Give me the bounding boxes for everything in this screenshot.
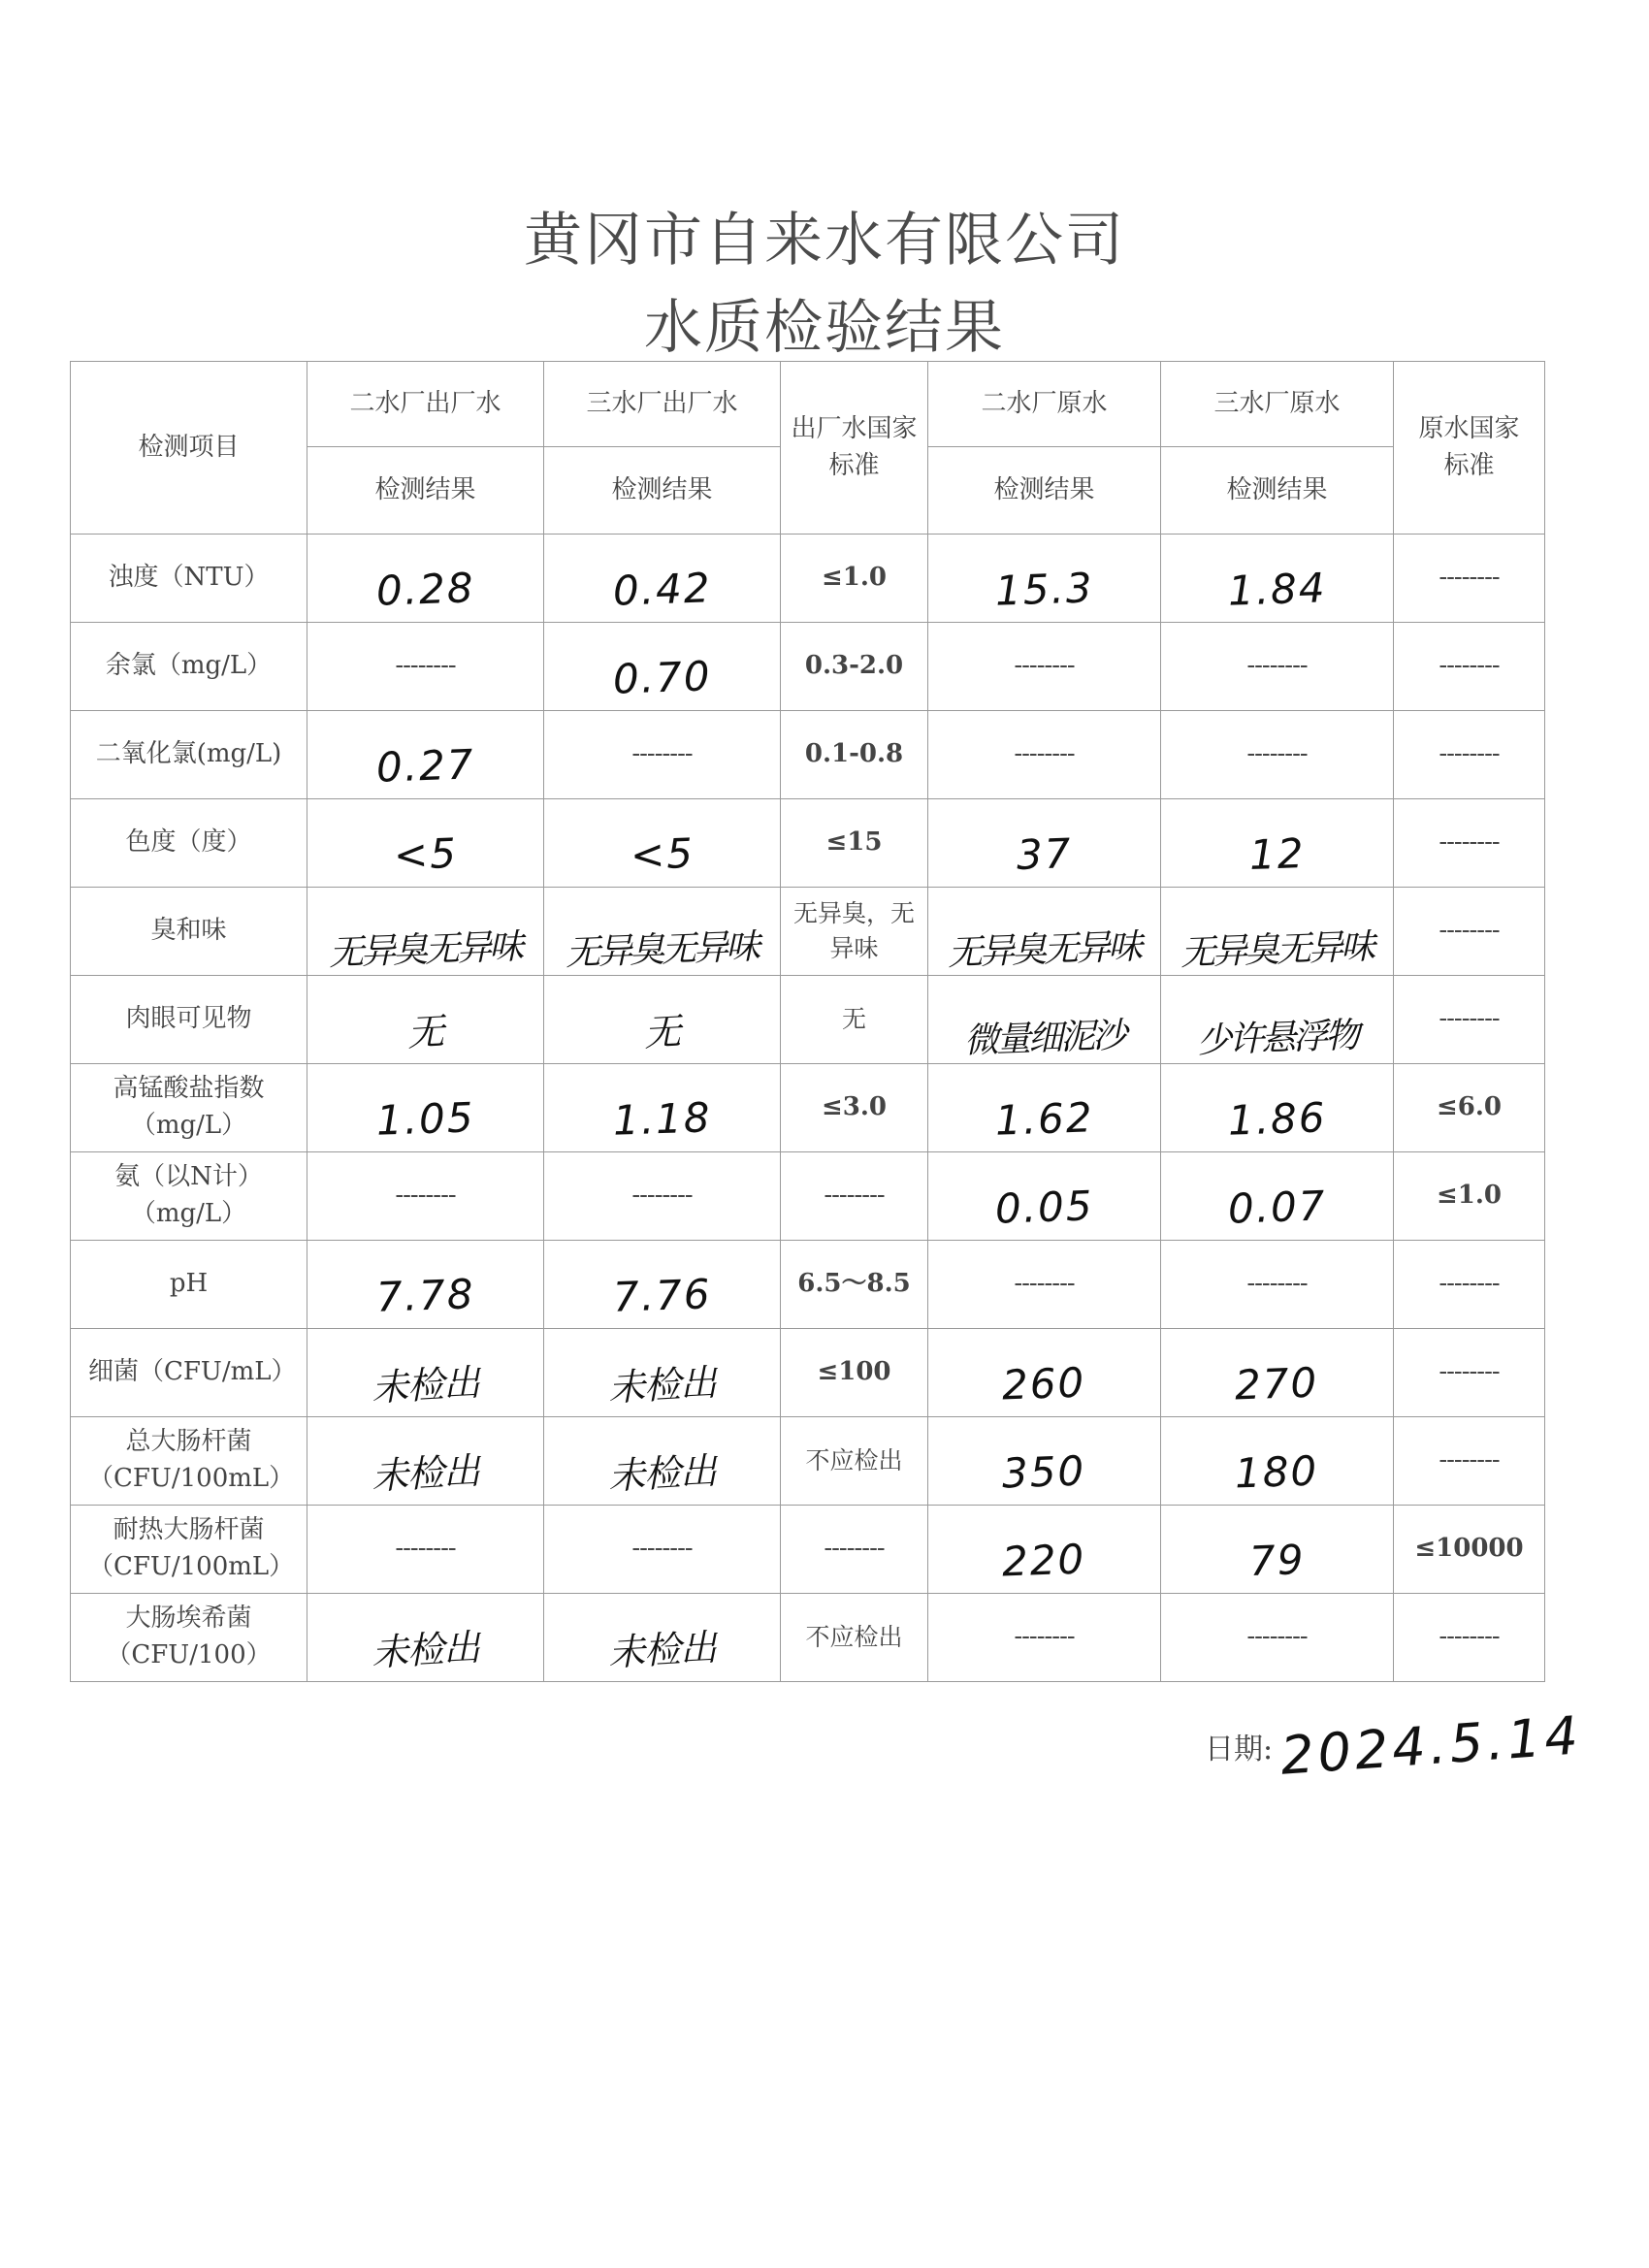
handwritten-value: 少许悬浮物 xyxy=(1196,1016,1358,1061)
plant2-out-cell xyxy=(307,1594,544,1682)
out-std-cell: ≤100 xyxy=(781,1329,928,1417)
plant2-out-cell: -------- xyxy=(307,1506,544,1594)
item-cell: 耐热大肠杆菌（CFU/100mL） xyxy=(71,1506,307,1594)
plant3-out-cell xyxy=(544,1329,781,1417)
out-std-cell: 0.1-0.8 xyxy=(781,711,928,799)
handwritten-value: 1.84 xyxy=(1226,563,1328,615)
report-title: 水质检验结果 xyxy=(644,294,1005,362)
plant2-raw-cell: -------- xyxy=(928,1594,1161,1682)
plant3-raw-cell: -------- xyxy=(1161,1594,1394,1682)
header-plant2-out: 二水厂出厂水 xyxy=(307,362,544,447)
handwritten-value: 未检出 xyxy=(606,1626,718,1675)
plant2-out-cell xyxy=(307,1417,544,1506)
plant3-raw-cell xyxy=(1161,976,1394,1064)
handwritten-value: 未检出 xyxy=(370,1449,481,1499)
raw-std-cell: -------- xyxy=(1394,1594,1545,1682)
item-cell: 色度（度） xyxy=(71,799,307,888)
handwritten-value: 15.3 xyxy=(993,563,1095,615)
handwritten-value: 220 xyxy=(1001,1535,1087,1586)
out-std-cell: ≤3.0 xyxy=(781,1064,928,1152)
table-row xyxy=(71,623,1545,711)
plant3-raw-cell xyxy=(1161,799,1394,888)
handwritten-value: 260 xyxy=(1001,1358,1087,1409)
header-result: 检测结果 xyxy=(307,447,544,535)
plant2-out-cell xyxy=(307,1329,544,1417)
plant2-out-cell: -------- xyxy=(307,1152,544,1241)
raw-std-cell: ≤1.0 xyxy=(1394,1152,1545,1241)
out-std-cell: 0.3-2.0 xyxy=(781,623,928,711)
out-std-cell: -------- xyxy=(781,1152,928,1241)
handwritten-value: 无异臭无异味 xyxy=(328,926,523,974)
item-cell: 臭和味 xyxy=(71,888,307,976)
item-cell: 余氯（mg/L） xyxy=(71,623,307,711)
item-cell: 细菌（CFU/mL） xyxy=(71,1329,307,1417)
raw-std-cell: ≤6.0 xyxy=(1394,1064,1545,1152)
table-row xyxy=(71,1417,1545,1506)
handwritten-value: 0.42 xyxy=(611,563,713,615)
raw-std-cell: -------- xyxy=(1394,535,1545,623)
table-row xyxy=(71,976,1545,1064)
handwritten-value: 0.05 xyxy=(993,1181,1095,1233)
table-row xyxy=(71,711,1545,799)
header-plant3-raw: 三水厂原水 xyxy=(1161,362,1394,447)
plant2-out-cell: -------- xyxy=(307,623,544,711)
raw-std-cell: -------- xyxy=(1394,711,1545,799)
handwritten-value: 350 xyxy=(1001,1446,1087,1498)
plant2-raw-cell xyxy=(928,1064,1161,1152)
date-label: 日期: xyxy=(1205,1733,1274,1766)
out-std-cell: ≤15 xyxy=(781,799,928,888)
item-cell: 总大肠杆菌（CFU/100mL） xyxy=(71,1417,307,1506)
handwritten-value: 270 xyxy=(1234,1358,1320,1409)
plant3-raw-cell xyxy=(1161,535,1394,623)
handwritten-value: 未检出 xyxy=(370,1626,481,1675)
raw-std-cell: -------- xyxy=(1394,1417,1545,1506)
plant2-raw-cell: -------- xyxy=(928,623,1161,711)
plant2-raw-cell: -------- xyxy=(928,711,1161,799)
plant2-raw-cell xyxy=(928,799,1161,888)
header-plant3-out: 三水厂出厂水 xyxy=(544,362,781,447)
handwritten-value: 1.86 xyxy=(1226,1092,1328,1145)
plant3-out-cell xyxy=(544,535,781,623)
plant3-out-cell xyxy=(544,888,781,976)
handwritten-value: 1.62 xyxy=(993,1092,1095,1145)
plant2-raw-cell xyxy=(928,976,1161,1064)
header-out-std: 出厂水国家标准 xyxy=(781,362,928,535)
handwritten-value: 0.28 xyxy=(374,563,476,615)
item-cell: 浊度（NTU） xyxy=(71,535,307,623)
out-std-cell: -------- xyxy=(781,1506,928,1594)
table-row xyxy=(71,888,1545,976)
water-quality-table xyxy=(70,361,1545,1682)
out-std-cell: ≤1.0 xyxy=(781,535,928,623)
out-std-cell: 不应检出 xyxy=(781,1417,928,1506)
handwritten-value: 7.78 xyxy=(374,1269,476,1321)
plant3-out-cell xyxy=(544,1417,781,1506)
plant3-out-cell: -------- xyxy=(544,1152,781,1241)
plant3-out-cell xyxy=(544,799,781,888)
plant2-out-cell xyxy=(307,976,544,1064)
table-row xyxy=(71,1152,1545,1241)
handwritten-value: 无 xyxy=(405,1010,445,1055)
plant2-raw-cell xyxy=(928,535,1161,623)
item-cell: 大肠埃希菌（CFU/100） xyxy=(71,1594,307,1682)
plant2-out-cell xyxy=(307,1064,544,1152)
item-cell: pH xyxy=(71,1241,307,1329)
plant2-out-cell xyxy=(307,711,544,799)
plant2-out-cell xyxy=(307,535,544,623)
handwritten-value: 未检出 xyxy=(370,1361,481,1410)
plant2-raw-cell: -------- xyxy=(928,1241,1161,1329)
raw-std-cell: ≤10000 xyxy=(1394,1506,1545,1594)
raw-std-cell: -------- xyxy=(1394,1241,1545,1329)
handwritten-value: 未检出 xyxy=(606,1361,718,1410)
item-cell: 肉眼可见物 xyxy=(71,976,307,1064)
plant3-out-cell xyxy=(544,1594,781,1682)
table-row xyxy=(71,1064,1545,1152)
handwritten-value: 79 xyxy=(1247,1535,1307,1585)
plant2-raw-cell xyxy=(928,888,1161,976)
plant2-raw-cell xyxy=(928,1417,1161,1506)
handwritten-value: 180 xyxy=(1234,1446,1320,1498)
table-row xyxy=(71,1241,1545,1329)
plant2-raw-cell xyxy=(928,1152,1161,1241)
header-raw-std: 原水国家标准 xyxy=(1394,362,1545,535)
raw-std-cell: -------- xyxy=(1394,888,1545,976)
raw-std-cell: -------- xyxy=(1394,1329,1545,1417)
item-cell: 高锰酸盐指数（mg/L） xyxy=(71,1064,307,1152)
plant3-out-cell xyxy=(544,1241,781,1329)
out-std-cell: 无异臭，无异味 xyxy=(781,888,928,976)
raw-std-cell: -------- xyxy=(1394,976,1545,1064)
header-item: 检测项目 xyxy=(71,362,307,535)
plant3-raw-cell: -------- xyxy=(1161,711,1394,799)
handwritten-value: 1.05 xyxy=(374,1092,476,1145)
plant3-out-cell xyxy=(544,976,781,1064)
company-title: 黄冈市自来水有限公司 xyxy=(524,207,1125,275)
plant3-out-cell: -------- xyxy=(544,1506,781,1594)
plant3-raw-cell: -------- xyxy=(1161,623,1394,711)
table-row xyxy=(71,1329,1545,1417)
handwritten-value: 无 xyxy=(642,1010,682,1055)
handwritten-value: 无异臭无异味 xyxy=(1180,926,1374,974)
plant3-raw-cell xyxy=(1161,1417,1394,1506)
out-std-cell: 无 xyxy=(781,976,928,1064)
header-plant2-raw: 二水厂原水 xyxy=(928,362,1161,447)
out-std-cell: 不应检出 xyxy=(781,1594,928,1682)
plant3-out-cell: -------- xyxy=(544,711,781,799)
handwritten-value: 未检出 xyxy=(606,1449,718,1499)
handwritten-value: <5 xyxy=(629,828,695,879)
handwritten-value: 无异臭无异味 xyxy=(947,926,1142,974)
plant2-out-cell xyxy=(307,1241,544,1329)
table-row xyxy=(71,799,1545,888)
raw-std-cell: -------- xyxy=(1394,799,1545,888)
handwritten-value: 12 xyxy=(1247,828,1307,879)
handwritten-value: 1.18 xyxy=(611,1092,713,1145)
plant3-raw-cell xyxy=(1161,1152,1394,1241)
plant3-out-cell xyxy=(544,1064,781,1152)
table-row xyxy=(71,535,1545,623)
item-cell: 二氧化氯(mg/L) xyxy=(71,711,307,799)
plant2-out-cell xyxy=(307,799,544,888)
handwritten-value: 7.76 xyxy=(611,1269,713,1321)
out-std-cell: 6.5～8.5 xyxy=(781,1241,928,1329)
handwritten-value: 微量细泥沙 xyxy=(963,1016,1125,1061)
plant2-raw-cell xyxy=(928,1506,1161,1594)
plant3-out-cell xyxy=(544,623,781,711)
header-result: 检测结果 xyxy=(1161,447,1394,535)
table-row xyxy=(71,1506,1545,1594)
plant3-raw-cell xyxy=(1161,888,1394,976)
handwritten-value: <5 xyxy=(392,828,459,879)
plant2-out-cell xyxy=(307,888,544,976)
table-row xyxy=(71,1594,1545,1682)
handwritten-value: 0.07 xyxy=(1226,1181,1328,1233)
handwritten-value: 0.70 xyxy=(611,651,713,703)
plant3-raw-cell xyxy=(1161,1329,1394,1417)
header-row-1 xyxy=(71,362,1545,447)
plant2-raw-cell xyxy=(928,1329,1161,1417)
handwritten-value: 0.27 xyxy=(374,739,476,792)
handwritten-value: 37 xyxy=(1015,828,1074,879)
header-result: 检测结果 xyxy=(928,447,1161,535)
date-value: 2024.5.14 xyxy=(1278,1704,1584,1787)
item-cell: 氨（以N计）（mg/L） xyxy=(71,1152,307,1241)
raw-std-cell: -------- xyxy=(1394,623,1545,711)
handwritten-value: 无异臭无异味 xyxy=(565,926,760,974)
plant3-raw-cell xyxy=(1161,1064,1394,1152)
plant3-raw-cell: -------- xyxy=(1161,1241,1394,1329)
plant3-raw-cell xyxy=(1161,1506,1394,1594)
header-result: 检测结果 xyxy=(544,447,781,535)
